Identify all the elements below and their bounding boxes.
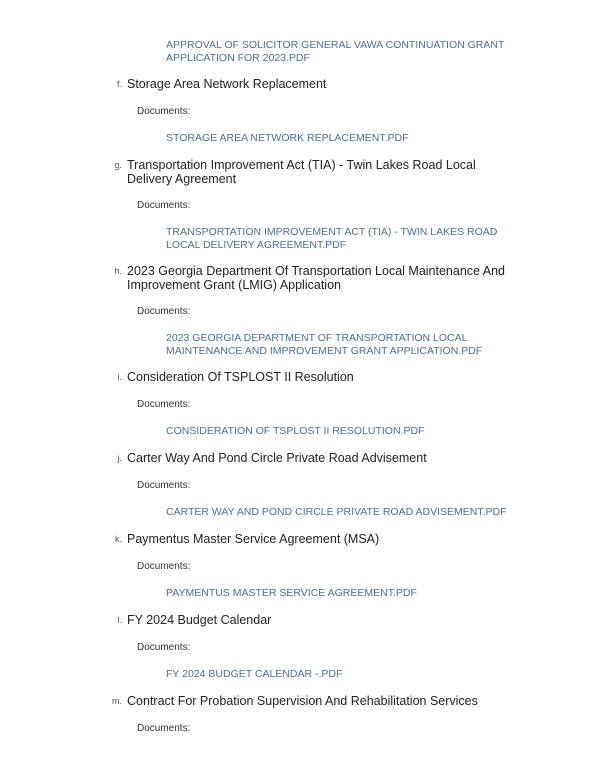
item-title: Contract For Probation Supervision And Rehabilitation Services	[127, 694, 478, 708]
document-link[interactable]: STORAGE AREA NETWORK REPLACEMENT.PDF	[166, 132, 409, 144]
item-letter: i.	[117, 372, 122, 382]
documents-label: Documents:	[137, 106, 191, 117]
item-title: FY 2024 Budget Calendar	[127, 613, 272, 627]
document-link[interactable]: CARTER WAY AND POND CIRCLE PRIVATE ROAD ADVISEMENT.PDF	[166, 506, 507, 518]
item-title: Transportation Improvement Act (TIA) - Twin Lakes Road Local Delivery Agreement	[127, 158, 476, 186]
item-title: Storage Area Network Replacement	[127, 77, 327, 91]
document-link[interactable]: PAYMENTUS MASTER SERVICE AGREEMENT.PDF	[166, 587, 417, 599]
document-link[interactable]: 2023 GEORGIA DEPARTMENT OF TRANSPORTATION LOCAL MAINTENANCE AND IMPROVEMENT GRANT APPLICATION.PDF	[166, 332, 483, 357]
item-letter: f.	[116, 79, 122, 89]
item-letter: l.	[117, 615, 122, 625]
document-link[interactable]: TRANSPORTATION IMPROVEMENT ACT (TIA) - TWIN LAKES ROAD LOCAL DELIVERY AGREEMENT.PDF	[166, 226, 498, 251]
documents-label: Documents:	[137, 399, 191, 410]
documents-label: Documents:	[137, 306, 191, 317]
item-title: Carter Way And Pond Circle Private Road Advisement	[127, 451, 427, 465]
document-link[interactable]: FY 2024 BUDGET CALENDAR -.PDF	[166, 668, 343, 680]
item-letter: h.	[114, 266, 122, 276]
document-link[interactable]: CONSIDERATION OF TSPLOST II RESOLUTION.PDF	[166, 425, 425, 437]
item-letter: j.	[117, 453, 122, 463]
document-link[interactable]: APPROVAL OF SOLICITOR GENERAL VAWA CONTINUATION GRANT APPLICATION FOR 2023.PDF	[166, 39, 505, 64]
item-letter: k.	[114, 534, 122, 544]
item-letter: g.	[114, 160, 122, 170]
item-title: Paymentus Master Service Agreement (MSA)	[127, 532, 380, 546]
item-letter: m.	[112, 696, 122, 706]
documents-label: Documents:	[137, 642, 191, 653]
documents-label: Documents:	[137, 561, 191, 572]
documents-label: Documents:	[137, 480, 191, 491]
documents-label: Documents:	[137, 200, 191, 211]
documents-label: Documents:	[137, 723, 191, 734]
item-title: Consideration Of TSPLOST II Resolution	[127, 370, 354, 384]
item-title: 2023 Georgia Department Of Transportation Local Maintenance And Improvement Grant (LMIG) Application	[127, 264, 506, 292]
